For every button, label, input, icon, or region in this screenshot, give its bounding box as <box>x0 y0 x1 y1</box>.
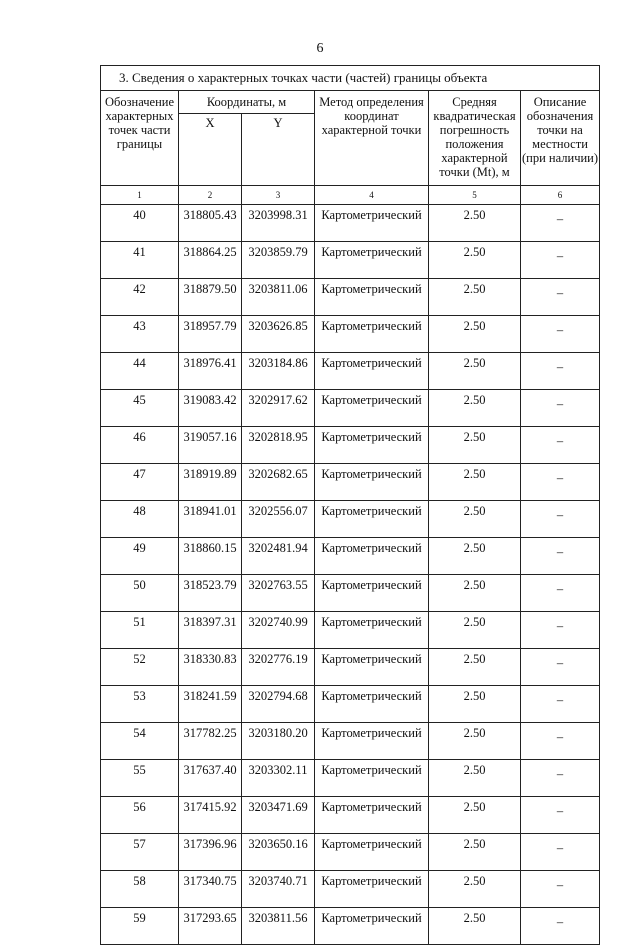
boundary-points-table <box>100 65 600 945</box>
cell-x: 318860.15 <box>179 538 242 575</box>
cell-error: 2.50 <box>429 205 521 242</box>
cell-error: 2.50 <box>429 279 521 316</box>
cell-error: 2.50 <box>429 649 521 686</box>
cell-y: 3202763.55 <box>242 575 315 612</box>
cell-method: Картометрический <box>315 612 429 649</box>
cell-method: Картометрический <box>315 205 429 242</box>
table-row <box>101 649 600 686</box>
cell-point-id: 44 <box>101 353 179 390</box>
table-row <box>101 871 600 908</box>
cell-y: 3203998.31 <box>242 205 315 242</box>
cell-error: 2.50 <box>429 834 521 871</box>
cell-point-id: 57 <box>101 834 179 871</box>
cell-description: – <box>521 797 600 834</box>
column-number: 5 <box>429 186 521 205</box>
table-row <box>101 353 600 390</box>
cell-error: 2.50 <box>429 760 521 797</box>
header-x: X <box>179 114 242 186</box>
table-row <box>101 723 600 760</box>
cell-error: 2.50 <box>429 427 521 464</box>
cell-point-id: 49 <box>101 538 179 575</box>
header-coordinates: Координаты, м <box>179 91 315 114</box>
cell-point-id: 50 <box>101 575 179 612</box>
cell-description: – <box>521 538 600 575</box>
column-number: 2 <box>179 186 242 205</box>
cell-error: 2.50 <box>429 464 521 501</box>
cell-description: – <box>521 205 600 242</box>
cell-error: 2.50 <box>429 612 521 649</box>
cell-x: 319083.42 <box>179 390 242 427</box>
cell-point-id: 46 <box>101 427 179 464</box>
cell-x: 318523.79 <box>179 575 242 612</box>
cell-y: 3203180.20 <box>242 723 315 760</box>
header-description: Описание обозначения точки на местности (при наличии) <box>521 91 600 186</box>
cell-method: Картометрический <box>315 279 429 316</box>
cell-y: 3203626.85 <box>242 316 315 353</box>
cell-y: 3202794.68 <box>242 686 315 723</box>
cell-description: – <box>521 464 600 501</box>
header-error: Средняя квадратическая погрешность положения характерной точки (Mt), м <box>429 91 521 186</box>
cell-y: 3203811.06 <box>242 279 315 316</box>
cell-description: – <box>521 353 600 390</box>
cell-point-id: 47 <box>101 464 179 501</box>
cell-error: 2.50 <box>429 723 521 760</box>
cell-x: 318864.25 <box>179 242 242 279</box>
table-row <box>101 538 600 575</box>
cell-error: 2.50 <box>429 686 521 723</box>
cell-x: 317340.75 <box>179 871 242 908</box>
cell-y: 3203811.56 <box>242 908 315 945</box>
cell-point-id: 40 <box>101 205 179 242</box>
cell-point-id: 52 <box>101 649 179 686</box>
header-designation: Обозначение характерных точек части границы <box>101 91 179 186</box>
cell-description: – <box>521 686 600 723</box>
cell-description: – <box>521 575 600 612</box>
section-title-row <box>101 66 600 91</box>
cell-x: 317782.25 <box>179 723 242 760</box>
cell-method: Картометрический <box>315 316 429 353</box>
cell-point-id: 54 <box>101 723 179 760</box>
cell-description: – <box>521 242 600 279</box>
cell-x: 317293.65 <box>179 908 242 945</box>
cell-point-id: 48 <box>101 501 179 538</box>
cell-description: – <box>521 871 600 908</box>
header-row <box>101 91 600 114</box>
cell-y: 3203184.86 <box>242 353 315 390</box>
cell-y: 3202917.62 <box>242 390 315 427</box>
cell-description: – <box>521 501 600 538</box>
cell-point-id: 42 <box>101 279 179 316</box>
cell-y: 3202682.65 <box>242 464 315 501</box>
cell-method: Картометрический <box>315 834 429 871</box>
cell-error: 2.50 <box>429 353 521 390</box>
cell-description: – <box>521 427 600 464</box>
table-row <box>101 834 600 871</box>
cell-method: Картометрический <box>315 575 429 612</box>
column-number: 6 <box>521 186 600 205</box>
cell-point-id: 55 <box>101 760 179 797</box>
cell-x: 317637.40 <box>179 760 242 797</box>
cell-error: 2.50 <box>429 501 521 538</box>
cell-y: 3202776.19 <box>242 649 315 686</box>
cell-point-id: 51 <box>101 612 179 649</box>
cell-x: 318941.01 <box>179 501 242 538</box>
cell-error: 2.50 <box>429 316 521 353</box>
cell-error: 2.50 <box>429 390 521 427</box>
cell-description: – <box>521 316 600 353</box>
cell-method: Картометрический <box>315 686 429 723</box>
table-row <box>101 464 600 501</box>
cell-y: 3202556.07 <box>242 501 315 538</box>
cell-x: 318330.83 <box>179 649 242 686</box>
cell-description: – <box>521 649 600 686</box>
cell-description: – <box>521 279 600 316</box>
table-row <box>101 686 600 723</box>
cell-x: 318397.31 <box>179 612 242 649</box>
table-row <box>101 390 600 427</box>
cell-y: 3202740.99 <box>242 612 315 649</box>
cell-description: – <box>521 612 600 649</box>
table-row <box>101 797 600 834</box>
table-row <box>101 908 600 945</box>
section-title: 3. Сведения о характерных точках части (частей) границы объекта <box>101 66 600 91</box>
cell-x: 319057.16 <box>179 427 242 464</box>
table-row <box>101 316 600 353</box>
table-row <box>101 575 600 612</box>
header-method: Метод определения координат характерной точки <box>315 91 429 186</box>
cell-error: 2.50 <box>429 242 521 279</box>
cell-x: 318957.79 <box>179 316 242 353</box>
cell-point-id: 58 <box>101 871 179 908</box>
cell-x: 317415.92 <box>179 797 242 834</box>
table-row <box>101 760 600 797</box>
column-number: 1 <box>101 186 179 205</box>
cell-y: 3203302.11 <box>242 760 315 797</box>
cell-y: 3203650.16 <box>242 834 315 871</box>
cell-y: 3203740.71 <box>242 871 315 908</box>
table-row <box>101 205 600 242</box>
table-row <box>101 501 600 538</box>
header-y: Y <box>242 114 315 186</box>
table-row <box>101 612 600 649</box>
cell-description: – <box>521 908 600 945</box>
cell-x: 318805.43 <box>179 205 242 242</box>
cell-error: 2.50 <box>429 797 521 834</box>
cell-x: 318879.50 <box>179 279 242 316</box>
cell-description: – <box>521 723 600 760</box>
page-number: 6 <box>316 41 324 56</box>
cell-description: – <box>521 390 600 427</box>
table-row <box>101 427 600 464</box>
column-number: 4 <box>315 186 429 205</box>
cell-method: Картометрический <box>315 760 429 797</box>
cell-error: 2.50 <box>429 871 521 908</box>
cell-method: Картометрический <box>315 390 429 427</box>
cell-y: 3203471.69 <box>242 797 315 834</box>
cell-description: – <box>521 834 600 871</box>
cell-y: 3203859.79 <box>242 242 315 279</box>
cell-point-id: 45 <box>101 390 179 427</box>
cell-method: Картометрический <box>315 723 429 760</box>
cell-method: Картометрический <box>315 538 429 575</box>
column-numbers-row <box>101 186 600 205</box>
cell-y: 3202818.95 <box>242 427 315 464</box>
cell-x: 318241.59 <box>179 686 242 723</box>
cell-method: Картометрический <box>315 353 429 390</box>
table-row <box>101 279 600 316</box>
cell-error: 2.50 <box>429 575 521 612</box>
cell-method: Картометрический <box>315 464 429 501</box>
cell-method: Картометрический <box>315 427 429 464</box>
cell-method: Картометрический <box>315 908 429 945</box>
cell-x: 318976.41 <box>179 353 242 390</box>
cell-description: – <box>521 760 600 797</box>
cell-point-id: 56 <box>101 797 179 834</box>
cell-method: Картометрический <box>315 242 429 279</box>
cell-error: 2.50 <box>429 908 521 945</box>
cell-method: Картометрический <box>315 871 429 908</box>
table-row <box>101 242 600 279</box>
cell-x: 318919.89 <box>179 464 242 501</box>
cell-y: 3202481.94 <box>242 538 315 575</box>
cell-x: 317396.96 <box>179 834 242 871</box>
cell-point-id: 53 <box>101 686 179 723</box>
cell-method: Картометрический <box>315 797 429 834</box>
cell-point-id: 59 <box>101 908 179 945</box>
cell-method: Картометрический <box>315 501 429 538</box>
cell-point-id: 43 <box>101 316 179 353</box>
cell-point-id: 41 <box>101 242 179 279</box>
cell-error: 2.50 <box>429 538 521 575</box>
column-number: 3 <box>242 186 315 205</box>
cell-method: Картометрический <box>315 649 429 686</box>
